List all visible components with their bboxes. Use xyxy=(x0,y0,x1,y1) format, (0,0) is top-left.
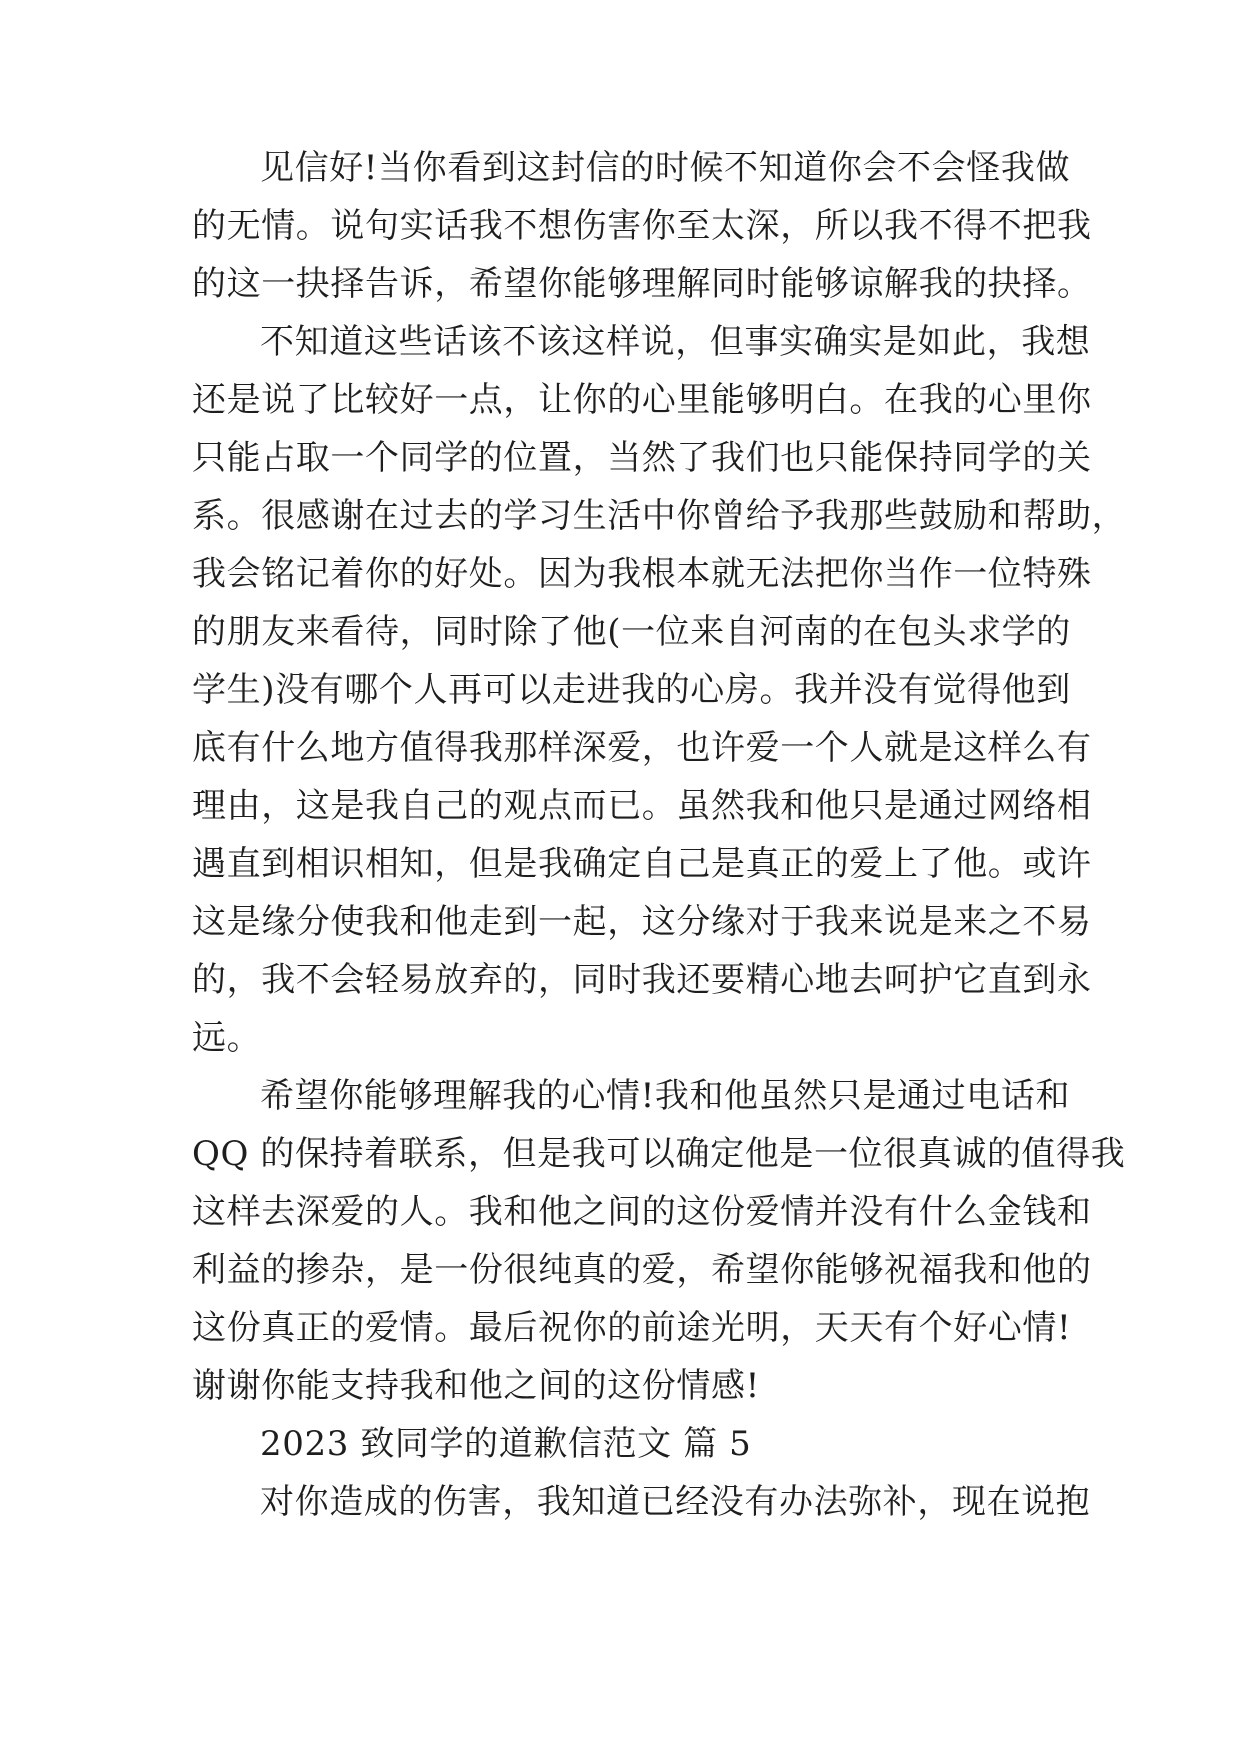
paragraph-line: 遇直到相识相知，但是我确定自己是真正的爱上了他。或许 xyxy=(192,844,1092,884)
paragraph-line: 远。 xyxy=(192,1018,262,1058)
paragraph-line: 的这一抉择告诉，希望你能够理解同时能够谅解我的抉择。 xyxy=(192,264,1092,304)
paragraph-line: 的无情。说句实话我不想伤害你至太深，所以我不得不把我 xyxy=(192,206,1092,246)
paragraph-line: 这是缘分使我和他走到一起，这分缘对于我来说是来之不易 xyxy=(192,902,1092,942)
paragraph-line: 学生)没有哪个人再可以走进我的心房。我并没有觉得他到 xyxy=(192,670,1071,710)
paragraph-line: 理由，这是我自己的观点而已。虽然我和他只是通过网络相 xyxy=(192,786,1092,826)
paragraph-line: 不知道这些话该不该这样说，但事实确实是如此，我想 xyxy=(260,322,1091,362)
section-heading: 2023 致同学的道歉信范文 篇 5 xyxy=(260,1424,752,1464)
paragraph-line: 还是说了比较好一点，让你的心里能够明白。在我的心里你 xyxy=(192,380,1092,420)
paragraph-line: 的朋友来看待，同时除了他(一位来自河南的在包头求学的 xyxy=(192,612,1071,652)
paragraph-line: 这份真正的爱情。最后祝你的前途光明，天天有个好心情! xyxy=(192,1308,1072,1348)
paragraph-line: 系。很感谢在过去的学习生活中你曾给予我那些鼓励和帮助， xyxy=(192,496,1127,536)
paragraph-line: 谢谢你能支持我和他之间的这份情感! xyxy=(192,1366,760,1406)
paragraph-line: 希望你能够理解我的心情!我和他虽然只是通过电话和 xyxy=(260,1076,1071,1116)
paragraph-line: 利益的掺杂，是一份很纯真的爱，希望你能够祝福我和他的 xyxy=(192,1250,1092,1290)
paragraph-line: 这样去深爱的人。我和他之间的这份爱情并没有什么金钱和 xyxy=(192,1192,1092,1232)
paragraph-line: 的，我不会轻易放弃的，同时我还要精心地去呵护它直到永 xyxy=(192,960,1092,1000)
paragraph-line: QQ 的保持着联系，但是我可以确定他是一位很真诚的值得我 xyxy=(192,1134,1126,1174)
paragraph-line: 我会铭记着你的好处。因为我根本就无法把你当作一位特殊 xyxy=(192,554,1092,594)
paragraph-line: 对你造成的伤害，我知道已经没有办法弥补，现在说抱 xyxy=(260,1482,1091,1522)
paragraph-line: 只能占取一个同学的位置，当然了我们也只能保持同学的关 xyxy=(192,438,1092,478)
paragraph-line: 底有什么地方值得我那样深爱，也许爱一个人就是这样么有 xyxy=(192,728,1092,768)
paragraph-line: 见信好!当你看到这封信的时候不知道你会不会怪我做 xyxy=(260,148,1071,188)
